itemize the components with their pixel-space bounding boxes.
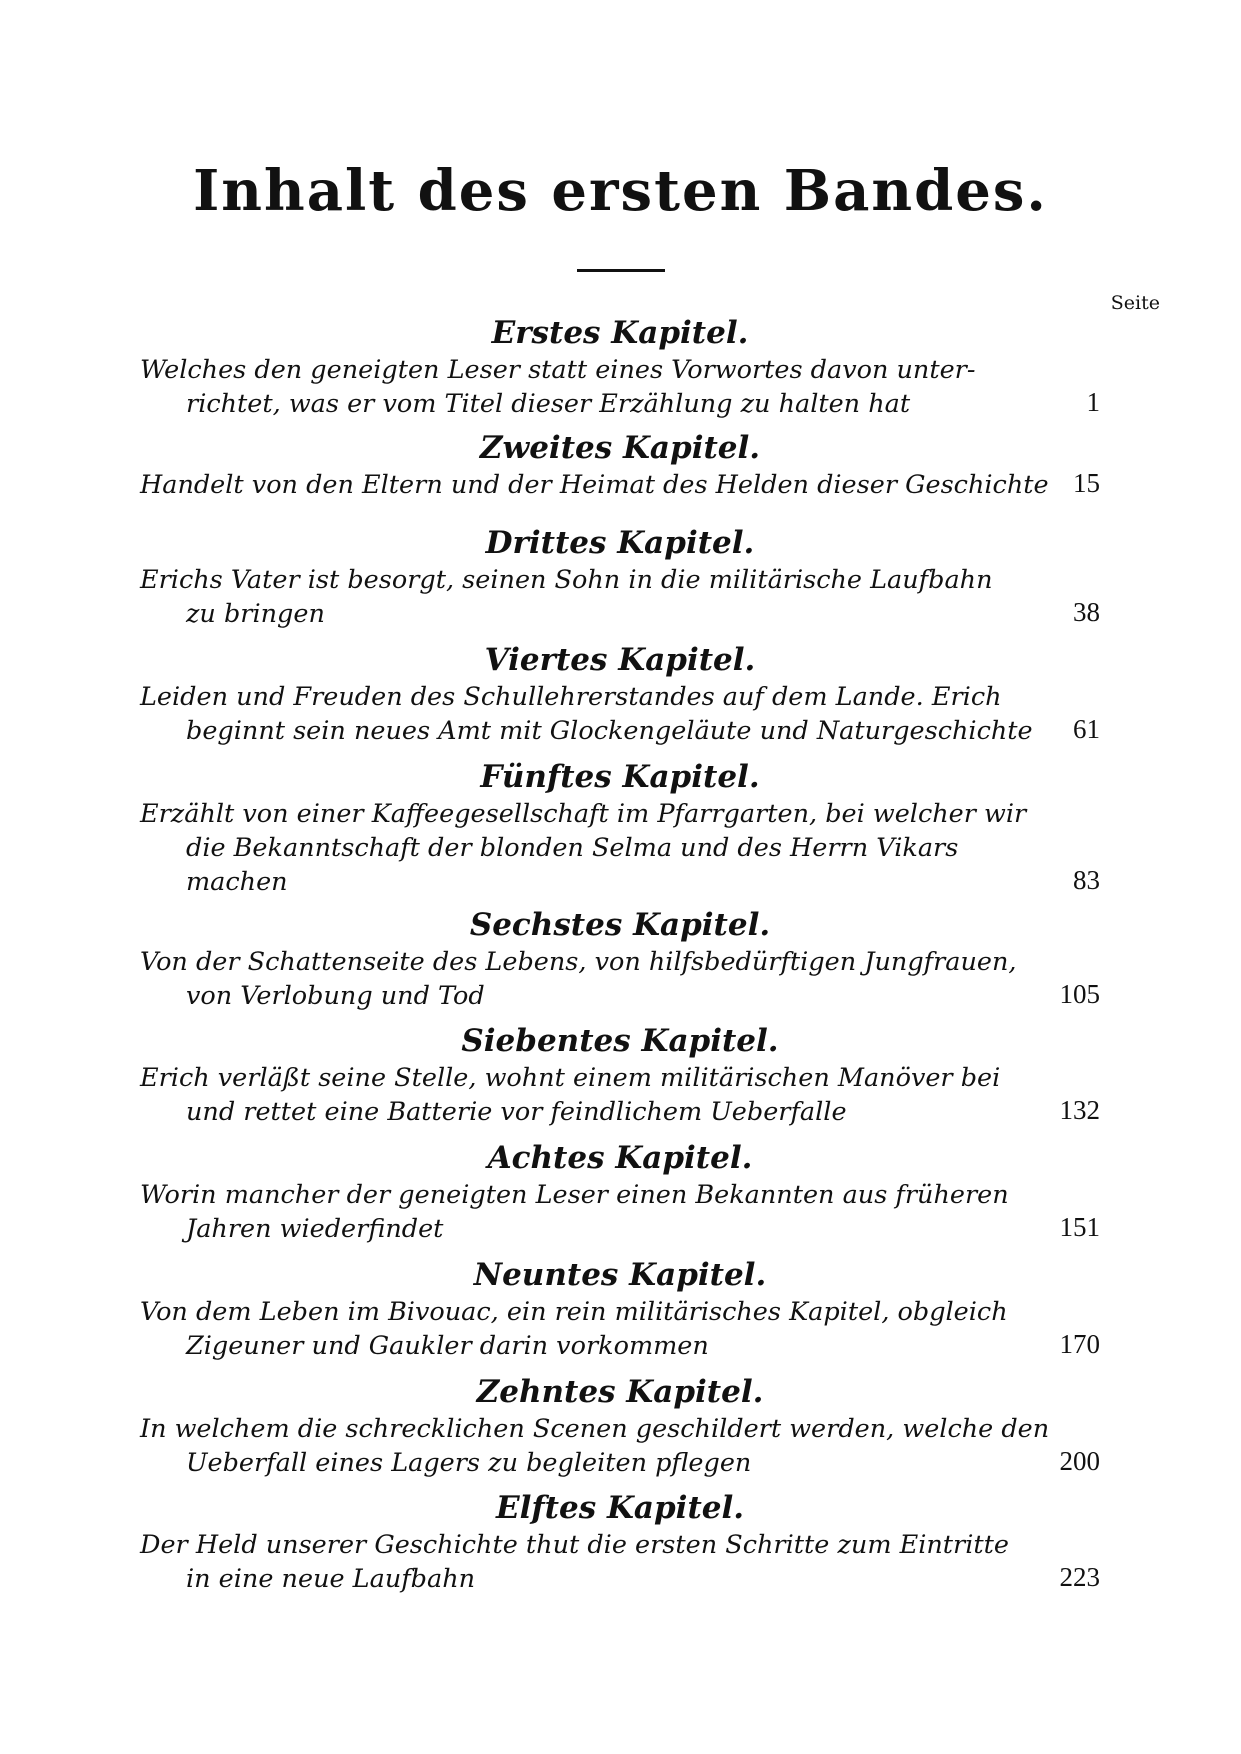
chapter-page-number: 151 [1059, 1212, 1100, 1242]
description-line: die Bekanntschaft der blonden Selma und des Herrn Vikars [186, 833, 959, 863]
chapter-heading: Erstes Kapitel. [491, 315, 749, 351]
description-line: Jahren wiederfindet [186, 1214, 444, 1244]
description-line: Worin mancher der geneigten Leser einen Bekannten aus früheren [140, 1180, 1009, 1210]
description-line: von Verlobung und Tod [186, 981, 485, 1011]
description-line: Von dem Leben im Bivouac, ein rein militärisches Kapitel, obgleich [140, 1297, 1008, 1327]
chapter-page-number: 200 [1059, 1446, 1100, 1476]
description-line: machen [186, 867, 288, 897]
chapter-description [140, 563, 1040, 631]
page-column-label: Seite [1110, 292, 1160, 314]
chapter-page-number: 132 [1059, 1095, 1100, 1125]
chapter-heading: Viertes Kapitel. [484, 642, 756, 678]
chapter-description [140, 468, 1049, 502]
chapter-page-number: 38 [1073, 597, 1100, 627]
chapter-description [140, 945, 1040, 1013]
chapter-heading: Drittes Kapitel. [485, 525, 755, 561]
description-line: Der Held unserer Geschichte thut die ersten Schritte zum Eintritte [140, 1530, 1009, 1560]
description-line: und rettet eine Batterie vor feindlichem Ueberfalle [186, 1097, 847, 1127]
description-line: in eine neue Laufbahn [186, 1564, 476, 1594]
description-line: Welches den geneigten Leser statt eines Vorwortes davon unter- [140, 355, 976, 385]
chapter-page-number: 61 [1073, 714, 1100, 744]
description-line: Ueberfall eines Lagers zu begleiten pflegen [186, 1448, 752, 1478]
description-line: Erich verläßt seine Stelle, wohnt einem militärischen Manöver bei [140, 1063, 1001, 1093]
page-title: Inhalt des ersten Bandes. [193, 158, 1048, 224]
chapter-description [140, 680, 1040, 748]
chapter-page-number: 15 [1073, 468, 1100, 498]
chapter-page-number: 223 [1059, 1562, 1100, 1592]
chapter-description [140, 1061, 1040, 1129]
chapter-page-number: 83 [1073, 865, 1100, 895]
description-line: In welchem die schrecklichen Scenen geschildert werden, welche den [140, 1414, 1050, 1444]
chapter-page-number: 105 [1059, 979, 1100, 1009]
chapter-heading: Achtes Kapitel. [487, 1140, 753, 1176]
chapter-heading: Zehntes Kapitel. [476, 1374, 764, 1410]
chapter-description [140, 353, 1040, 421]
chapter-heading: Sechstes Kapitel. [469, 907, 771, 943]
description-line: Zigeuner und Gaukler darin vorkommen [186, 1331, 709, 1361]
chapter-heading: Siebentes Kapitel. [461, 1023, 779, 1059]
chapter-heading: Neuntes Kapitel. [473, 1257, 767, 1293]
chapter-description [140, 797, 1040, 899]
chapter-page-number: 170 [1059, 1329, 1100, 1359]
description-line: Erzählt von einer Kaffeegesellschaft im Pfarrgarten, bei welcher wir [140, 799, 1027, 829]
description-line: beginnt sein neues Amt mit Glockengeläute und Naturgeschichte [186, 716, 1033, 746]
description-line: Von der Schattenseite des Lebens, von hilfsbedürftigen Jungfrauen, [140, 947, 1017, 977]
chapter-heading: Elftes Kapitel. [495, 1490, 745, 1526]
chapter-heading: Zweites Kapitel. [479, 430, 761, 466]
description-line: zu bringen [186, 599, 325, 629]
description-line: Handelt von den Eltern und der Heimat des Helden dieser Geschichte [140, 470, 1049, 500]
chapter-description [140, 1412, 1050, 1480]
chapter-heading: Fünftes Kapitel. [480, 759, 760, 795]
description-line: richtet, was er vom Titel dieser Erzählung zu halten hat [186, 389, 911, 419]
chapter-page-number: 1 [1086, 387, 1100, 417]
chapter-description [140, 1295, 1040, 1363]
chapter-description [140, 1178, 1040, 1246]
description-line: Erichs Vater ist besorgt, seinen Sohn in die militärische Laufbahn [140, 565, 993, 595]
description-line: Leiden und Freuden des Schullehrerstandes auf dem Lande. Erich [140, 682, 1002, 712]
chapter-description [140, 1528, 1040, 1596]
